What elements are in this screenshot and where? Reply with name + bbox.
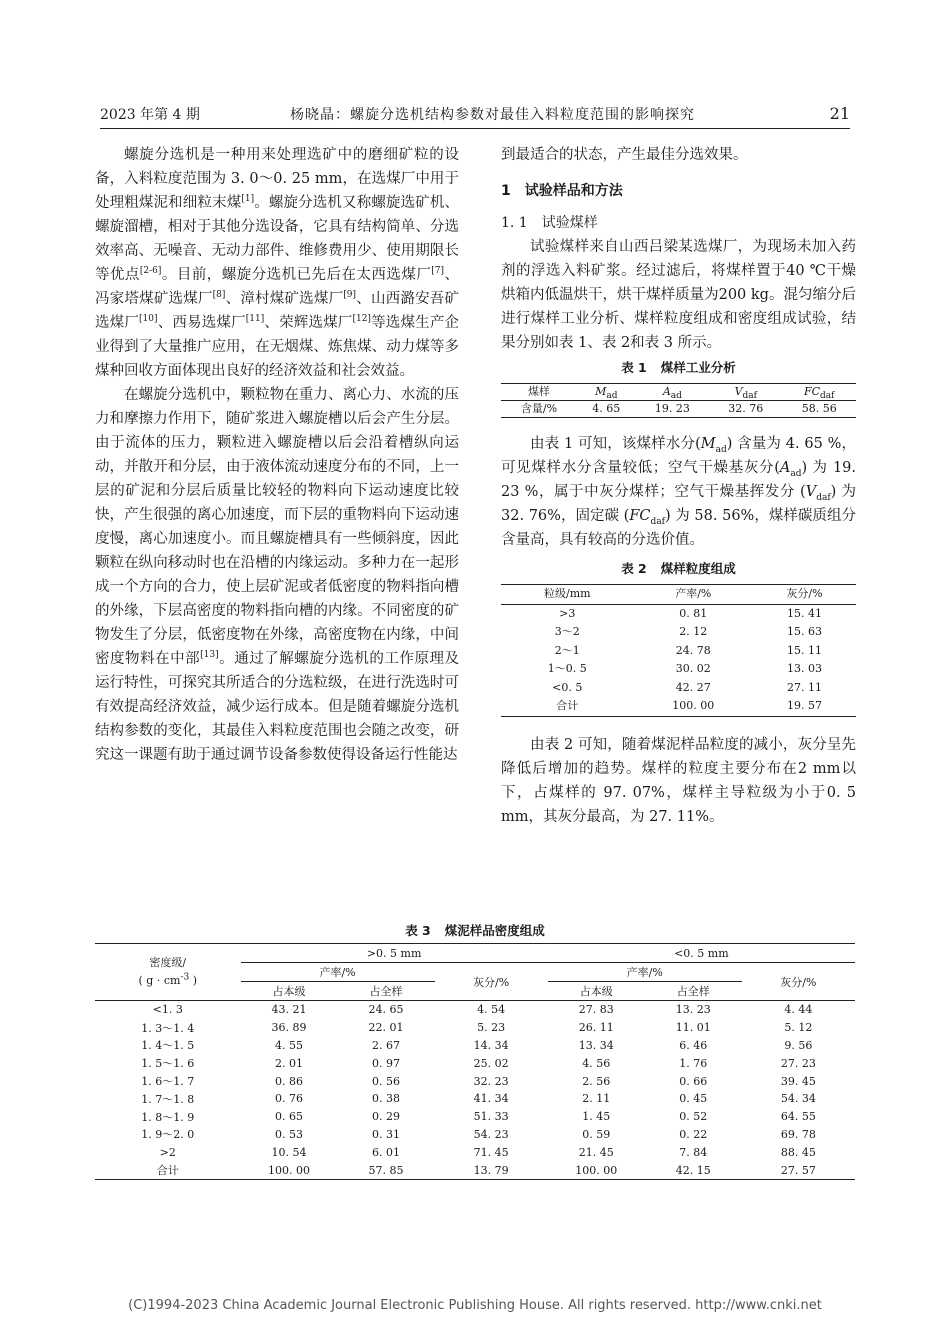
table-cell: 合计 [95, 1161, 241, 1179]
table-cell: 26. 11 [578, 1021, 614, 1035]
table-cell: 100. 00 [548, 1161, 645, 1179]
table-cell: 51. 33 [473, 1110, 509, 1124]
table-row [501, 697, 856, 716]
group-header-coarse: >0. 5 mm [241, 944, 548, 963]
table-cell: 57. 85 [338, 1161, 435, 1179]
citation[interactable]: [1] [241, 194, 255, 205]
table-cell: 88. 45 [780, 1145, 816, 1159]
running-title: 杨晓晶：螺旋分选机结构参数对最佳入料粒度范围的影响探究 [290, 107, 695, 123]
table-row [501, 604, 856, 623]
table-cell: 1. 76 [679, 1056, 708, 1070]
table-cell: 1. 5～1. 6 [141, 1057, 195, 1071]
table-row [95, 1143, 855, 1161]
table-row [95, 1019, 855, 1037]
citation[interactable]: [8] [212, 290, 226, 301]
table-cell: 58. 56 [783, 401, 856, 418]
running-header [100, 104, 850, 124]
table-cell: 9. 56 [784, 1038, 813, 1052]
table-cell: 4. 55 [275, 1038, 304, 1052]
table-cell: 14. 34 [473, 1038, 509, 1052]
table1-header-cell: $V_{daf}$ [709, 384, 782, 401]
table-row [501, 642, 856, 661]
table-cell: 1. 9～2. 0 [141, 1128, 195, 1142]
table-row [95, 1054, 855, 1072]
table-cell: 1. 6～1. 7 [141, 1075, 195, 1089]
table-cell: 32. 76 [709, 401, 782, 418]
paragraph-table1-discussion: 由表 1 可知，该煤样水分$(M_{ad})$ 含量为 4. 65 %，可见煤样水分含量较低；空气干燥基灰分$(A_{ad})$ 为 19. 23 %，属于中灰分煤样；空气干燥基挥发分 $(V_{daf})$ 为 32. 76%，固定碳 $(FC_{daf})$ 为 58. 56%，煤样碳质组分含量高，具有较高的分选价值。 [501, 436, 857, 548]
table2-caption: 表 2 煤样粒度组成 [621, 561, 736, 576]
journal-issue: 2023 年第 4 期 [100, 107, 200, 123]
table-cell: 1. 4～1. 5 [141, 1039, 195, 1053]
table-cell: 产率/% [634, 585, 754, 605]
table1-header-cell: $M_{ad}$ [577, 384, 636, 401]
table1-header-row [501, 384, 856, 401]
table3-block [95, 922, 855, 1180]
table-cell: 71. 45 [473, 1145, 509, 1159]
table-cell: 19. 23 [636, 401, 709, 418]
table-cell: 15. 63 [787, 625, 823, 639]
paragraph-intro: 螺旋分选机是一种用来处理选矿中的磨细矿粒的设备，入料粒度范围为 3. 0～0. 25 mm，在选煤厂中用于处理粗煤泥和细粒末煤[1]。螺旋分选机又称螺旋选矿机、螺旋溜槽，相对于其他分选设备，它具有结构简单、分选效率高、无噪音、无动力部件、维修费用少、使用期限长等优点[2-6]。目前，螺旋分选机已先后在太西选煤厂[7]、冯家塔煤矿选煤厂[8]、漳村煤矿选煤厂[9]、山西潞安吾矿选煤厂[10]、西易选煤厂[11]、荣辉选煤厂[12]等选煤生产企业得到了大量推广应用，在无烟煤、炼焦煤、动力煤等多煤种回收方面体现出良好的经济效益和社会效益。 [95, 147, 460, 379]
header-rule [100, 128, 850, 129]
table-cell: 24. 65 [368, 1003, 404, 1017]
table-cell: 0. 76 [275, 1092, 304, 1106]
table-cell: 灰分/% [753, 585, 856, 605]
table-cell: 3～2 [554, 625, 580, 639]
table-cell: 4. 56 [582, 1056, 611, 1070]
table-cell: 10. 54 [271, 1145, 307, 1159]
table-cell: >2 [159, 1145, 176, 1159]
table2-header-row [501, 585, 856, 605]
table-cell: 5. 12 [784, 1021, 813, 1035]
table-cell: 产率/% [548, 963, 742, 982]
table-cell: 灰分/% [435, 963, 548, 1001]
table-cell: 64. 55 [780, 1110, 816, 1124]
table-cell: 1～0. 5 [547, 662, 587, 676]
table-row [95, 1126, 855, 1144]
table-cell: 0. 31 [372, 1127, 401, 1141]
table-cell: 1. 7～1. 8 [141, 1092, 195, 1106]
citation[interactable]: [7] [431, 266, 445, 277]
table-cell: 0. 66 [679, 1074, 708, 1088]
table-cell: 4. 54 [477, 1003, 506, 1017]
table-cell: 6. 46 [679, 1038, 708, 1052]
table-row [95, 1037, 855, 1055]
table3-caption: 表 3 煤泥样品密度组成 [405, 923, 545, 938]
table-cell: 25. 02 [473, 1056, 509, 1070]
table-cell: 13. 03 [787, 662, 823, 676]
table3-header-row [95, 944, 855, 963]
table-cell: 0. 52 [679, 1110, 708, 1124]
table-row [501, 679, 856, 698]
table-cell: 7. 84 [679, 1145, 708, 1159]
table-cell: 69. 78 [780, 1127, 816, 1141]
table-row [95, 1161, 855, 1179]
table-cell: 1. 3～1. 4 [141, 1021, 195, 1035]
table-cell: 41. 34 [473, 1092, 509, 1106]
table-cell: 产率/% [241, 963, 435, 982]
table-row [501, 401, 856, 418]
paragraph-principle: 在螺旋分选机中，颗粒物在重力、离心力、水流的压力和摩擦力作用下，随矿浆进入螺旋槽以后会产生分层。由于流体的压力，颗粒进入螺旋槽以后会沿着槽纵向运动，并散开和分层，由于液体流动速度分布的不同，上一层的矿泥和分层后质量比较轻的物料向下运动速度比较快，产生很强的离心加速度，而下层的重物料向下运动速度慢，离心加速度小。而且螺旋槽具有一些倾斜度，因此颗粒在纵向移动时也在沿槽的内缘运动。多种力在一起形成一个方向的合力，使上层矿泥或者低密度的物料指向槽的外缘，下层高密度的物料指向槽的内缘。不同密度的矿物发生了分层，低密度物在外缘，高密度物在内缘，中间密度物料在中部[13]。通过了解螺旋分选机的工作原理及运行特性，可探究其所适合的分选粒级，在进行洗选时可有效提高经济效益，减少运行成本。但是随着螺旋分选机结构参数的变化，其最佳入料粒度范围也会随之改变，研究这一课题有助于通过调节设备参数使得设备运行性能达 [95, 387, 460, 763]
table-cell: 42. 15 [645, 1161, 742, 1179]
table-cell: 27. 57 [742, 1161, 855, 1179]
table1-header-cell: $FC_{daf}$ [783, 384, 856, 401]
table-row [95, 1072, 855, 1090]
paragraph-table2-discussion: 由表 2 可知，随着煤泥样品粒度的减小，灰分呈先降低后增加的趋势。煤样的粒度主要分布在2 mm以下，占煤样的 97. 07%，煤样主导粒级为小于0. 5 mm，其灰分最高，为 27. 11%。 [501, 736, 856, 825]
table-cell: 27. 83 [578, 1003, 614, 1017]
table-cell: 100. 00 [634, 697, 754, 716]
section-heading: 1 试验样品和方法 [501, 183, 623, 199]
table-cell: 0. 59 [582, 1127, 611, 1141]
table3-density-composition [95, 943, 855, 1180]
subsection-heading: 1. 1 试验煤样 [501, 215, 598, 231]
table-cell: 13. 34 [578, 1038, 614, 1052]
table-cell: 0. 45 [679, 1092, 708, 1106]
paragraph-sample: 试验煤样来自山西吕梁某选煤厂，为现场未加入药剂的浮选入料矿浆。经过滤后，将煤样置于40 ℃干燥烘箱内低温烘干，烘干煤样质量为200 kg。混匀缩分后进行煤样工业分析、煤样粒度组成和密度组成试验，结果分别如表 1、表 2和表 3 所示。 [501, 239, 856, 351]
table-cell: 54. 34 [780, 1092, 816, 1106]
table-cell: 19. 57 [753, 697, 856, 716]
table-cell: 0. 22 [679, 1127, 708, 1141]
table-cell: 30. 02 [675, 662, 711, 676]
table-cell: 54. 23 [473, 1127, 509, 1141]
table-cell: 灰分/% [742, 963, 855, 1001]
table-cell: 27. 11 [787, 680, 823, 694]
table-cell: >3 [559, 606, 576, 620]
table-cell: 2. 67 [372, 1038, 401, 1052]
table1-header-cell: $A_{ad}$ [636, 384, 709, 401]
citation[interactable]: [9] [343, 290, 357, 301]
citation[interactable]: [2-6] [139, 266, 162, 277]
table-cell: 5. 23 [477, 1021, 506, 1035]
table-cell: 2. 12 [679, 625, 708, 639]
table-cell: 0. 53 [275, 1127, 304, 1141]
table2-size-composition [501, 584, 856, 717]
table-cell: 6. 01 [372, 1145, 401, 1159]
table-cell: 24. 78 [675, 643, 711, 657]
citation[interactable]: [12] [352, 314, 371, 325]
table-row [95, 1090, 855, 1108]
table-cell: 1. 8～1. 9 [141, 1110, 195, 1124]
table-cell: 占本级 [548, 982, 645, 1001]
paragraph-continued: 到最适合的状态，产生最佳分选效果。 [501, 147, 748, 163]
table-cell: 0. 65 [275, 1110, 304, 1124]
copyright-footer: (C)1994-2023 China Academic Journal Electronic Publishing House. All rights reserved. http://www.cnki.net [128, 1298, 822, 1313]
citation[interactable]: [13] [200, 650, 219, 661]
table-cell: 21. 45 [578, 1145, 614, 1159]
page-number: 21 [829, 104, 850, 123]
table-cell: 22. 01 [368, 1021, 404, 1035]
table-cell: 11. 01 [675, 1021, 711, 1035]
table-cell: 0. 56 [372, 1074, 401, 1088]
citation[interactable]: [10] [139, 314, 158, 325]
table-cell: 0. 38 [372, 1092, 401, 1106]
table-cell: 15. 41 [787, 606, 823, 620]
table-cell: 4. 65 [577, 401, 636, 418]
table-cell: 15. 11 [787, 643, 823, 657]
table-cell: 2. 11 [582, 1092, 611, 1106]
table-cell: 39. 45 [780, 1074, 816, 1088]
table1-caption: 表 1 煤样工业分析 [621, 360, 736, 375]
group-header-fine: <0. 5 mm [548, 944, 855, 963]
table-cell: 占本级 [241, 982, 338, 1001]
table-cell: 4. 44 [784, 1003, 813, 1017]
citation[interactable]: [11] [245, 314, 265, 325]
table-cell: 2. 56 [582, 1074, 611, 1088]
table-cell: 1. 45 [582, 1110, 611, 1124]
density-header: 密度级/ ( $g \cdot cm^{-3}$ ) [95, 944, 241, 1001]
table-row [95, 1001, 855, 1019]
table-cell: 2. 01 [275, 1056, 304, 1070]
table-cell: 13. 79 [435, 1161, 548, 1179]
table-cell: <1. 3 [152, 1003, 183, 1017]
table-cell: 43. 21 [271, 1003, 307, 1017]
table-cell: 占全样 [338, 982, 435, 1001]
table-cell: 36. 89 [271, 1021, 307, 1035]
right-column [501, 143, 856, 829]
table-cell: <0. 5 [552, 680, 583, 694]
table-cell: 42. 27 [675, 680, 711, 694]
table-cell: 0. 81 [679, 606, 708, 620]
table-cell: 13. 23 [675, 1003, 711, 1017]
table-cell: 0. 86 [275, 1074, 304, 1088]
table-cell: 合计 [501, 697, 634, 716]
table1-header-cell: 煤样 [501, 384, 577, 401]
table-cell: 占全样 [645, 982, 742, 1001]
table-cell: 27. 23 [780, 1056, 816, 1070]
table-row [95, 1108, 855, 1126]
table-cell: 2～1 [554, 643, 580, 657]
table-cell: 含量/% [501, 401, 577, 418]
table-cell: 粒级/mm [501, 585, 634, 605]
left-column [95, 143, 459, 767]
table-cell: 0. 29 [372, 1110, 401, 1124]
table-row [501, 623, 856, 642]
table-row [501, 660, 856, 679]
table-cell: 0. 97 [372, 1056, 401, 1070]
table-cell: 100. 00 [241, 1161, 338, 1179]
table-cell: 32. 23 [473, 1074, 509, 1088]
table1-proximate-analysis [501, 383, 856, 418]
